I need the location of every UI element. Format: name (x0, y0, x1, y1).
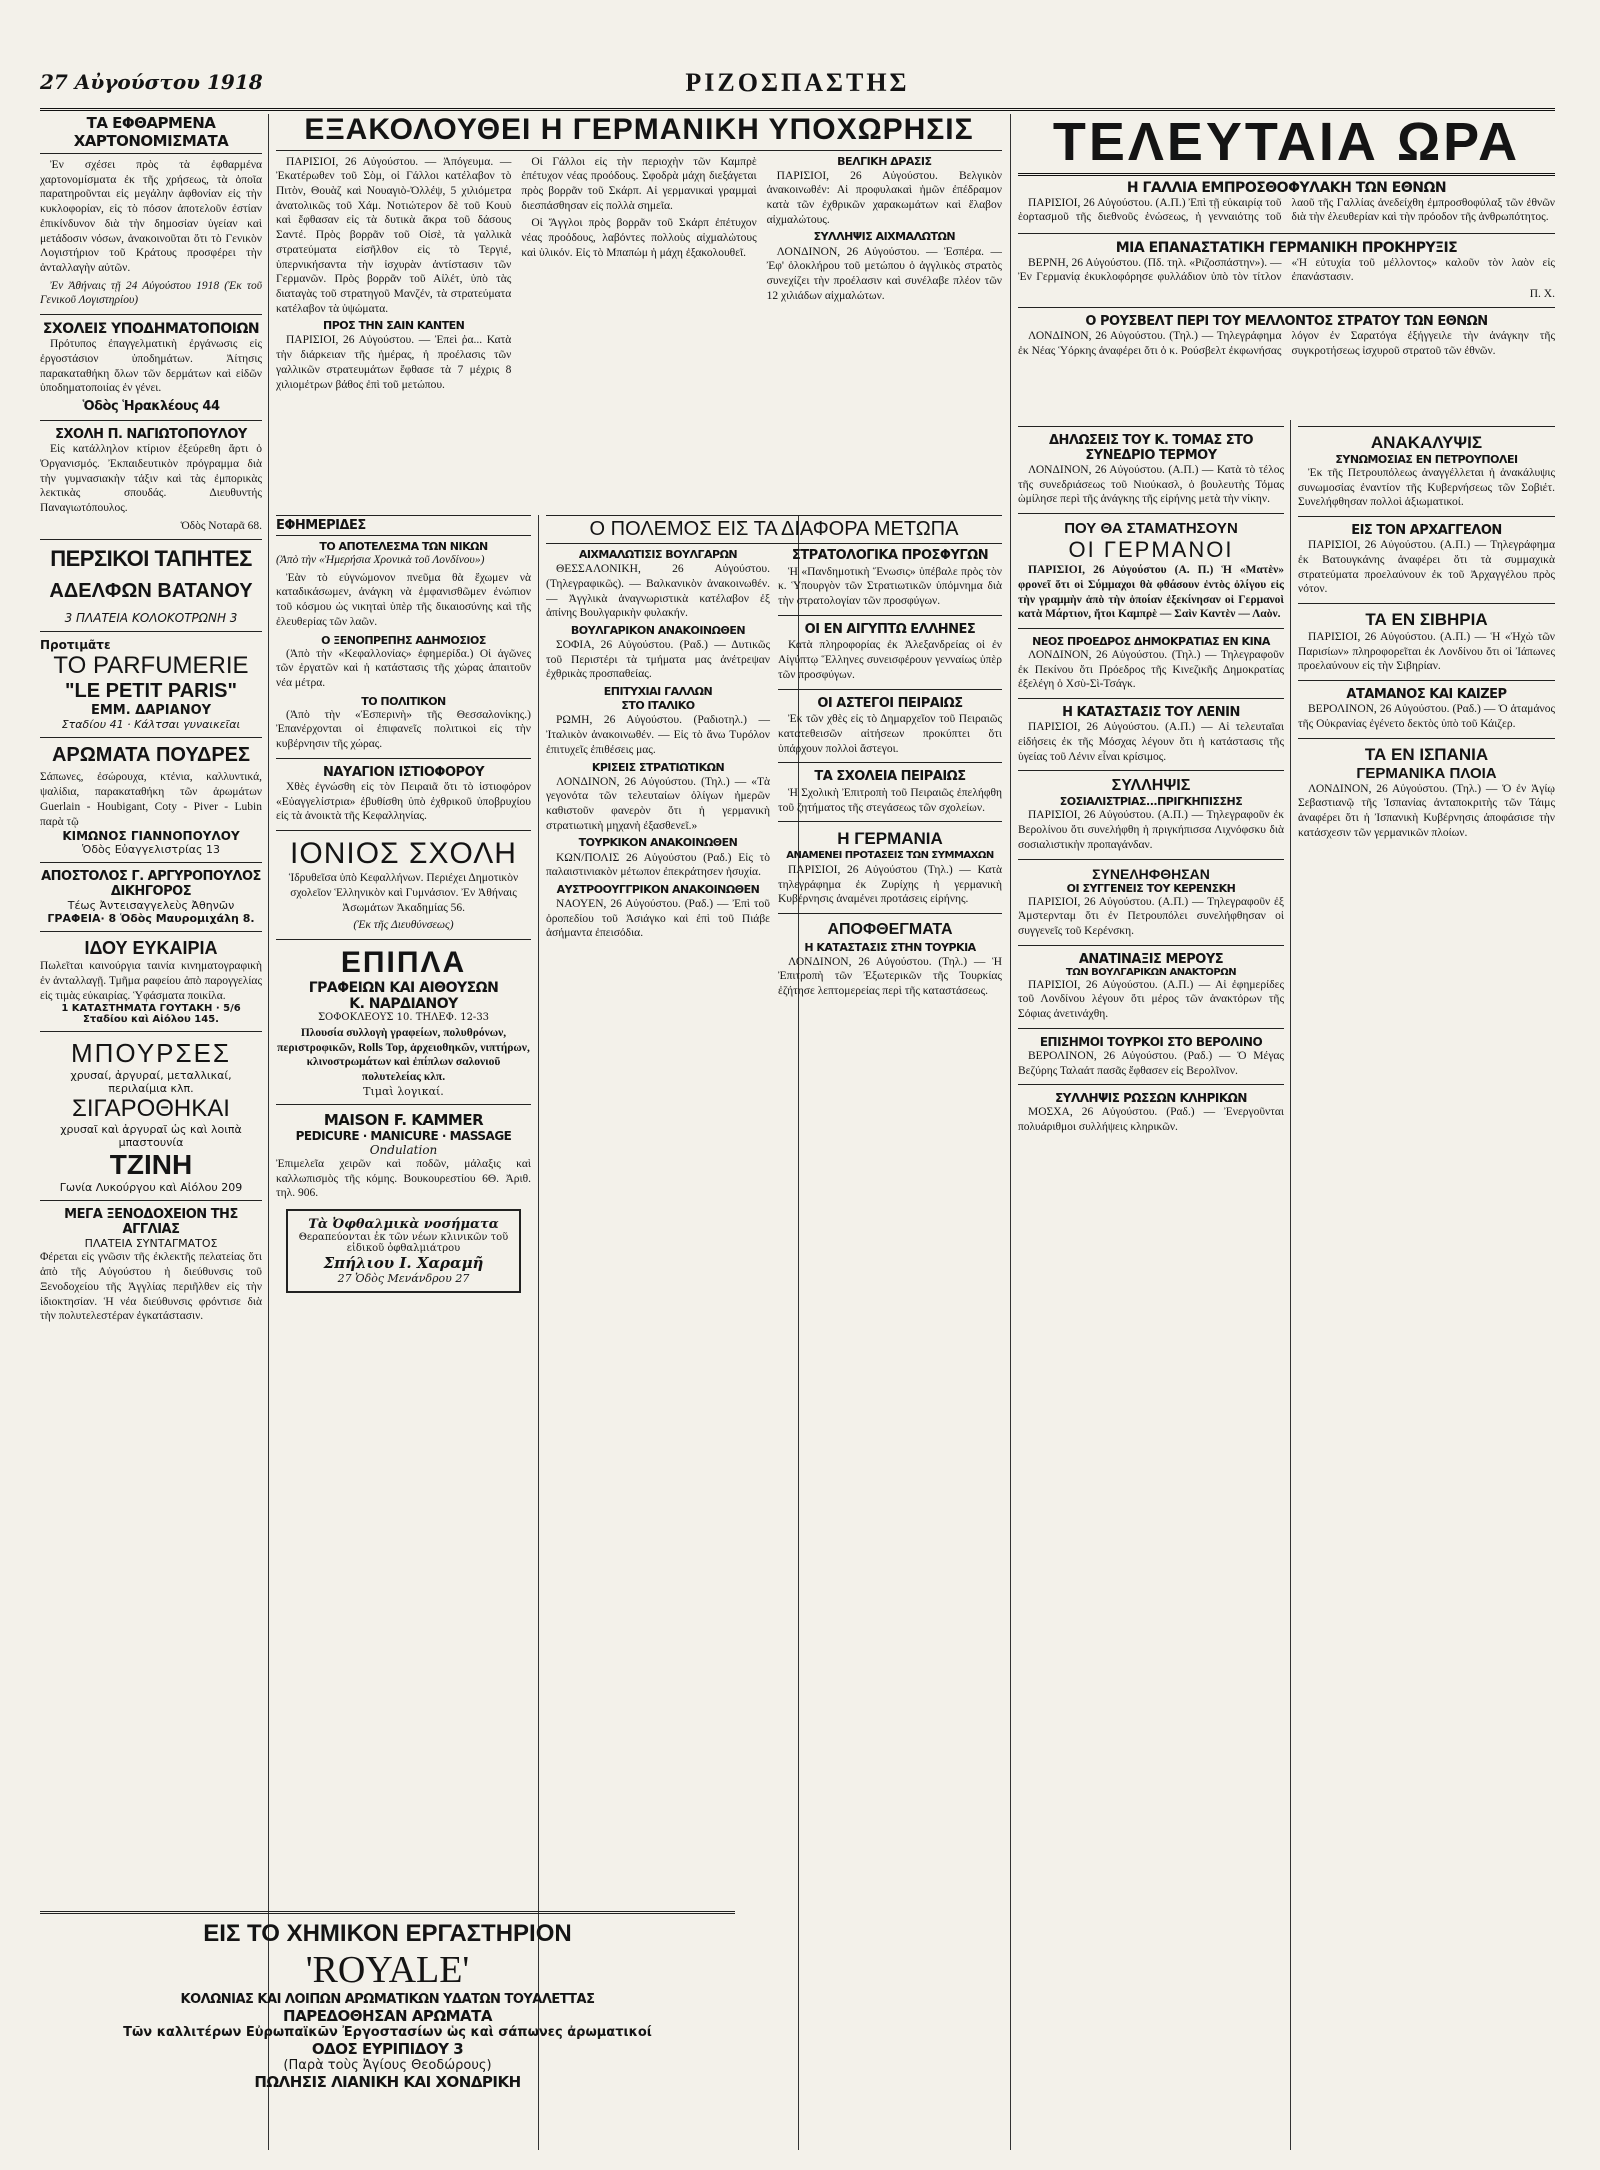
article-body: Ἐν σχέσει πρὸς τὰ ἐφθαρμένα χαρτονομίσματα ἐκ τῆς χρήσεως, τὰ ὁποῖα παρατηροῦνται εἰς μεγάλην ἀφθονίαν εἰς τὴν κυκλοφορίαν, εἰς τὸ πόσον ἀποτελοῦν ἐστίαν ἐπικίνδυνον διὰ τὴν δημοσίαν ὑγείαν καὶ μετάδοσιν νόσων, ἀνακοινοῦται ὅτι τὸ Γενικὸν Λογιστήριον τοῦ Κράτους προσφέρει τὴν ἀνταλλαγὴν αὐτῶν. Ἐν Ἀθήναις τῇ 24 Αὐγούστου 1918 (Ἐκ τοῦ Γενικοῦ Λογιστηρίου) (40, 159, 262, 307)
advertisement-perfumes: ΑΡΩΜΑΤΑ ΠΟΥΔΡΕΣ Σάπωνες, ἐσώρουχα, κτένια, καλλυντικά, ψαλίδια, παρακαταθήκη τῶν ἀρωμάτων Guerlain - Houbigant, Coty - Piver - Lubin παρὰ τῷ ΚΙΜΩΝΟΣ ΓΙΑΝΝΟΠΟΥΛΟΥ Ὁδὸς Εὐαγγελιστρίας 13 (40, 744, 262, 857)
advertisement-purses: ΜΠΟΥΡΣΕΣ χρυσαί, ἀργυραί, μεταλλικαί, περιλαίμια κλπ. ΣΙΓΑΡΟΘΗΚΑΙ χρυσαῖ καὶ ἀργυραῖ ὡς καὶ λοιπὰ μπαστουνία ΤΖΙΝΗ Γωνία Λυκούργου καὶ Αἰόλου 209 (59, 1038, 243, 1195)
school-ad-title: ΙΟΝΙΟΣ ΣΧΟΛΗ (290, 837, 517, 871)
address: Ὁδὸς Νοταρᾶ 68. (180, 519, 262, 532)
lead-story: ΕΞΑΚΟΛΟΥΘΕΙ Η ΓΕΡΜΑΝΙΚΗ ΥΠΟΧΩΡΗΣΙΣ ΠΑΡΙΣΙΟΙ, 26 Αὐγούστου. — Ἀπόγευμα. — Ἐκατέρωθεν τοῦ Σὸμ, οἱ Γάλλοι κατέλαβον τὸ Πιτὸν, Θουὰζ καὶ Νουαγιὸ-Ὀλλέψ, 5 χιλιόμετρα ἀνατολικῶς τοῦ Χάμ. Νοτιώτερον δὲ τοῦ Κουὺ καὶ ἔφθασαν εἰς τὰ δυτικὰ ἄκρα τοῦ δάσους Σαντέ. Πρὸς βορρᾶν τοῦ Οἰσὲ, τὰ γαλλικὰ στρατεύματα εἰσῆλθον εἰς τὸ Τεργιέ, ὑπερνικήσαντα τὴν ἰσχυρὰν ἀντίστασιν τῶν Γερμανῶν. Πρὸς βορρᾶν τοῦ Αἰλέτ, ὑπὸ τὰς διαταγὰς τοῦ στρατηγοῦ Μανζέν, τὰ στρατεύματα κατέλαβον τὰ ὑψώματα. ΠΡΟΣ ΤΗΝ ΣΑΙΝ ΚΑΝΤΕΝ ΠΑΡΙΣΙΟΙ, 26 Αὐγούστου. — Ἐπεὶ ῥα... Κατὰ τὴν διάρκειαν τῆς ἡμέρας, ἡ προέλασις τῶν γαλλικῶν στρατευμάτων ἔφθασε τὰ 7 μέχρις 8 χιλιομέτρων βάθος ἐπὶ τοῦ μετώπου. Οἱ Γάλλοι εἰς τὴν περιοχὴν τῶν Καμπρὲ ἐπέτυχον νέας προόδους. Σφοδρὰ μάχη διεξάγεται πρὸς βορρᾶν τοῦ Σκάρπ. Αἱ γερμανικαὶ γραμμαὶ διεσπάσθησαν εἰς πολλὰ σημεῖα. Οἱ Ἄγγλοι πρὸς βορρᾶν τοῦ Σκάρπ ἐπέτυχον νέας προόδους, λαβόντες πολλοὺς αἰχμαλώτους καὶ ὑλικόν. Εἰς τὸ Μπαπώμ ἡ μάχη ἐξακολουθεῖ. ΒΕΛΓΙΚΗ ΔΡΑΣΙΣ ΠΑΡΙΣΙΟΙ, 26 Αὐγούστου. Βελγικὸν ἀνακοινωθέν: Αἱ προφυλακαὶ ἡμῶν ἐπέδραμον κατὰ τῶν ἐχθρικῶν χαρακωμάτων καὶ ἔλαβον αἰχμαλώτους. ΣΥΛΛΗΨΙΣ ΑΙΧΜΑΛΩΤΩΝ ΛΟΝΔΙΝΟΝ, 26 Αὐγούστου. — Ἐσπέρα. — Ἐφ' ὁλοκλήρου τοῦ μετώπου ὁ ἀγγλικὸς στρατὸς συνεχίζει τὴν προέλασιν καὶ συνέλαβε πλέον τῶν 12 χιλιάδων αἰχμαλώτων. (276, 114, 1002, 391)
latest-hour-banner: ΤΕΛΕΥΤΑΙΑ ΩΡΑ (1018, 114, 1555, 176)
press-column: ΕΦΗΜΕΡΙΔΕΣ ΤΟ ΑΠΟΤΕΛΕΣΜΑ ΤΩΝ ΝΙΚΩΝ (Ἀπὸ τὴν «Ἡμερήσια Χρονικὰ τοῦ Λονδίνου») Ἐὰν τὸ εὐγνώμονον πνεῦμα θὰ ἔχωμεν νὰ καταδικάσωμεν, ἀνάγκη νὰ ἐμφανισθῶμεν ἐνώπιον τοῦ κόσμου ὡς νικηταὶ ὑπὲρ τῆς δικαιοσύνης καὶ τῆς ἐλευθερίας τῶν λαῶν. Ο ΞΕΝΟΠΡΕΠΗΣ ΑΔΗΜΟΣΙΟΣ (Ἀπὸ τὴν «Κεφαλλονίας» ἐφημερίδα.) Οἱ ἀγῶνες τῶν ἐργατῶν καὶ ἡ κατάστασις τῆς χώρας ἀπαιτοῦν νέα μέτρα. ΤΟ ΠΟΛΙΤΙΚΟΝ (Ἀπὸ τὴν «Ἐσπερινὴ» τῆς Θεσσαλονίκης.) Ἐπανέρχονται οἱ ἐπιφανεῖς πολιτικοὶ εἰς τὴν κυβέρνησιν τῆς χώρας. ΝΑΥΑΓΙΟΝ ΙΣΤΙΟΦΟΡΟΥ Χθὲς ἐγνώσθη εἰς τὸν Πειραιᾶ ὅτι τὸ ἱστιοφόρον «Εὐαγγελίστρια» ἐβυθίσθη ὑπὸ ἐχθρικοῦ ὑποβρυχίου εἰς τὰ ἀνοικτὰ τῆς Κεφαλληνίας. ΙΟΝΙΟΣ ΣΧΟΛΗ Ἱδρυθεῖσα ὑπὸ Κεφαλλήνων. Περιέχει Δημοτικὸν σχολεῖον Ἑλληνικὸν καὶ Γυμνάσιον. Ἐν Ἀθήναις Ἀσωμάτων Ἀκαδημίας 56. (Ἐκ τῆς Διευθύνσεως) ΕΠΙΠΛΑ ΓΡΑΦΕΙΩΝ ΚΑΙ ΑΙΘΟΥΣΩΝ Κ. ΝΑΡΔΙΑΝΟΥ ΣΟΦΟΚΛΕΟΥΣ 10. ΤΗΛΕΦ. 12-33 Πλουσία συλλογὴ γραφείων, πολυθρόνων, περιστροφικῶν, Rolls Top, ἀρχειοθηκῶν, νιπτήρων, κλινοστρωμάτων καὶ ἐπίπλων σαλονιοῦ πολυτελείας κλπ. Τιμαὶ λογικαί. MAISON F. KAMMER PEDICURE · MANICURE · MASSAGE Ondulation Ἐπιμελεῖα χειρῶν καὶ ποδῶν, μάλαξις καὶ καλλωπισμὸς τῆς κόμης. Βουκουρεστίου 6Θ. Ἀριθ. τηλ. 906. Τὰ Ὀφθαλμικὰ νοσήματα Θεραπεύονται ἐκ τῶν νέων κλινικῶν τοῦ εἰδικοῦ ὀφθαλμιάτρου Σπήλιου Ι. Χαραμῆ 27 Ὁδὸς Μενάνδρου 27 (276, 515, 531, 2150)
advertisement-carpets: ΠΕΡΣΙΚΟΙ ΤΑΠΗΤΕΣ ΑΔΕΛΦΩΝ ΒΑΤΑΝΟΥ 3 ΠΛΑΤΕΙΑ ΚΟΛΟΚΟΤΡΩΝΗ 3 (49, 546, 253, 626)
left-column: ΤΑ ΕΦΘΑΡΜΕΝΑ ΧΑΡΤΟΝΟΜΙΣΜΑΤΑ Ἐν σχέσει πρὸς τὰ ἐφθαρμένα χαρτονομίσματα ἐκ τῆς χρήσεως, τὰ ὁποῖα παρατηροῦνται εἰς μεγάλην ἀφθονίαν εἰς τὴν κυκλοφορίαν, εἰς τὸ πόσον ἀποτελοῦν ἐστίαν ἐπικίνδυνον διὰ τὴν δημοσίαν ὑγείαν καὶ μετάδοσιν νόσων, ἀνακοινοῦται ὅτι τὸ Γενικὸν Λογιστήριον τοῦ Κράτους προσφέρει τὴν ἀνταλλαγὴν αὐτῶν. Ἐν Ἀθήναις τῇ 24 Αὐγούστου 1918 (Ἐκ τοῦ Γενικοῦ Λογιστηρίου) ΣΧΟΛΕΙΣ ΥΠΟΔΗΜΑΤΟΠΟΙΩΝ Πρότυπος ἐπαγγελματικὴ ἐργάνωσις εἰς ἐργοστάσιον ὑποδημάτων. Ἀίτησις παρακαταθήκη ὅλων τῶν δερμάτων καὶ εἰδῶν ὑποδηματοποιίας ἐν γένει. Ὁδὸς Ἡρακλέους 44 ΣΧΟΛΗ Π. ΝΑΓΙΩΤΟΠΟΥΛΟΥ Εἰς κατάλληλον κτίριον ἐξεύρεθη ἅρτι ὁ Ὀργανισμός. Ἐκπαιδευτικὸν πρόγραμμα διὰ τὴν γυμνασιακὴν τάξιν καὶ τὰς ἐμπορικὰς λεκτικὰς σπουδάς. Διευθυντής Παναγιωτόπουλος. Ὁδὸς Νοταρᾶ 68. ΠΕΡΣΙΚΟΙ ΤΑΠΗΤΕΣ ΑΔΕΛΦΩΝ ΒΑΤΑΝΟΥ 3 ΠΛΑΤΕΙΑ ΚΟΛΟΚΟΤΡΩΝΗ 3 Προτιμᾶτε ΤΟ PARFUMERIE "LE PETIT PARIS" ΕΜΜ. ΔΑΡΙΑΝΟΥ Σταδίου 41 · Κάλτσαι γυναικεῖαι ΑΡΩΜΑΤΑ ΠΟΥΔΡΕΣ Σάπωνες, ἐσώρουχα, κτένια, καλλυντικά, ψαλίδια, παρακαταθήκη τῶν ἀρωμάτων Guerlain - Houbigant, Coty - Piver - Lubin παρὰ τῷ ΚΙΜΩΝΟΣ ΓΙΑΝΝΟΠΟΥΛΟΥ Ὁδὸς Εὐαγγελιστρίας 13 ΑΠΟΣΤΟΛΟΣ Γ. ΑΡΓΥΡΟΠΟΥΛΟΣ ΔΙΚΗΓΟΡΟΣ Τέως Ἀντεισαγγελεὺς Ἀθηνῶν ΓΡΑΦΕΙΑ· 8 Ὁδὸς Μαυρομιχάλη 8. ΙΔΟΥ ΕΥΚΑΙΡΙΑ Πωλεῖται καινούργια ταινία κινηματογραφικὴ ἐν ἀνταλλαγῇ. Τμῆμα ραφείου ἀπὸ παρογγελίας εἰς τιμὰς εὐκαιρίας. Ὑφάσματα ποικίλα. 1 ΚΑΤΑΣΤΗΜΑΤΑ ΓΟΥΤΑΚΗ · 5/6 Σταδίου καὶ Αἰόλου 145. ΜΠΟΥΡΣΕΣ χρυσαί, ἀργυραί, μεταλλικαί, περιλαίμια κλπ. ΣΙΓΑΡΟΘΗΚΑΙ χρυσαῖ καὶ ἀργυραῖ ὡς καὶ λοιπὰ μπαστουνία ΤΖΙΝΗ Γωνία Λυκούργου καὶ Αἰόλου 209 ΜΕΓΑ ΞΕΝΟΔΟΧΕΙΟΝ ΤΗΣ ΑΓΓΛΙΑΣ ΠΛΑΤΕΙΑ ΣΥΝΤΑΓΜΑΤΟΣ Φέρεται εἰς γνῶσιν τῆς ἐκλεκτῆς πελατείας ὅτι ἀπὸ τῆς Αὐγούστου ἡ διεύθυνσις τοῦ Ξενοδοχείου τῆς Ἀγγλίας περιῆλθεν εἰς τὴν ἰδιοκτησίαν. Ἡ νέα διεύθυνσις φρόντισε διὰ τὴν πολυτελεστέραν ἐγκατάστασιν. (40, 114, 262, 1323)
advertisement-hotel: ΜΕΓΑ ΞΕΝΟΔΟΧΕΙΟΝ ΤΗΣ ΑΓΓΛΙΑΣ ΠΛΑΤΕΙΑ ΣΥΝΤΑΓΜΑΤΟΣ Φέρεται εἰς γνῶσιν τῆς ἐκλεκτῆς πελατείας ὅτι ἀπὸ τῆς Αὐγούστου ἡ διεύθυνσις τοῦ Ξενοδοχείου τῆς Ἀγγλίας περιῆλθεν εἰς τὴν ἰδιοκτησίαν. Ἡ νέα διεύθυνσις φρόντισε διὰ τὴν πολυτελεστέραν ἐγκατάστασιν. (40, 1207, 262, 1323)
right-column-b: ΑΝΑΚΑΛΥΨΙΣ ΣΥΝΩΜΟΣΙΑΣ ΕΝ ΠΕΤΡΟΥΠΟΛΕΙ Ἐκ τῆς Πετρουπόλεως ἀναγγέλλεται ἡ ἀνακάλυψις συνωμοσίας ἐναντίον τῆς Κυβερνήσεως τῶν Σοβιέτ. Συνελήφθησαν πολλοὶ ἀξιωματικοί. ΕΙΣ ΤΟΝ ΑΡΧΑΓΓΕΛΟΝ ΠΑΡΙΣΙΟΙ, 26 Αὐγούστου. (Α.Π.) — Τηλεγράφημα ἐκ Βατουγκάνης ἀναφέρει ὅτι τὰ συμμαχικὰ στρατεύματα προελαύνουν ἐκ τοῦ Ἀρχαγγέλου πρὸς νότον. ΤΑ ΕΝ ΣΙΒΗΡΙΑ ΠΑΡΙΣΙΟΙ, 26 Αὐγούστου. (Α.Π.) — Ἡ «Ἠχὼ τῶν Παρισίων» πληροφορεῖται ἐκ Λονδίνου ὅτι οἱ Ἰάπωνες προελαύνουν εἰς τὴν Σιβηρίαν. ΑΤΑΜΑΝΟΣ ΚΑΙ ΚΑΙΖΕΡ ΒΕΡΟΛΙΝΟΝ, 26 Αὐγούστου. (Ραδ.) — Ὁ ἀταμάνος τῆς Οὐκρανίας ἐγένετο δεκτὸς ὑπὸ τοῦ Κάιζερ. ΤΑ ΕΝ ΙΣΠΑΝΙΑ ΓΕΡΜΑΝΙΚΑ ΠΛΟΙΑ ΛΟΝΔΙΝΟΝ, 26 Αὐγούστου. (Τηλ.) — Ὁ ἐν Ἁγίῳ Σεβαστιανῷ τῆς Ἰσπανίας ἀνταποκριτὴς τῶν Τάιμς ἀναφέρει ὅτι ἡ Ἰσπανικὴ Κυβέρνησις ἀποφάσισε τὴν κατάσχεσιν τῶν γερμανικῶν πλοίων. (1298, 420, 1555, 2150)
advertisement-bargain: ΙΔΟΥ ΕΥΚΑΙΡΙΑ Πωλεῖται καινούργια ταινία κινηματογραφικὴ ἐν ἀνταλλαγῇ. Τμῆμα ραφείου ἀπὸ παρογγελίας εἰς τιμὰς εὐκαιρίας. Ὑφάσματα ποικίλα. 1 ΚΑΤΑΣΤΗΜΑΤΑ ΓΟΥΤΑΚΗ · 5/6 Σταδίου καὶ Αἰόλου 145. (40, 938, 262, 1026)
furniture-ad-title: ΕΠΙΠΛΑ (340, 945, 467, 979)
lead-headline: ΕΞΑΚΟΛΟΥΘΕΙ Η ΓΕΡΜΑΝΙΚΗ ΥΠΟΧΩΡΗΣΙΣ (276, 114, 1002, 151)
newspaper-title: ΡΙΖΟΣΠΑΣΤΗΣ (685, 68, 910, 97)
advertisement-parfumerie: Προτιμᾶτε ΤΟ PARFUMERIE "LE PETIT PARIS" ΕΜΜ. ΔΑΡΙΑΝΟΥ Σταδίου 41 · Κάλτσαι γυναικεῖαι (40, 638, 249, 732)
column-rule (1010, 114, 1011, 2150)
masthead (40, 62, 1555, 111)
advertisement-lawyer: ΑΠΟΣΤΟΛΟΣ Γ. ΑΡΓΥΡΟΠΟΥΛΟΣ ΔΙΚΗΓΟΡΟΣ Τέως Ἀντεισαγγελεὺς Ἀθηνῶν ΓΡΑΦΕΙΑ· 8 Ὁδὸς Μαυρομιχάλη 8. (41, 869, 261, 926)
latest-news: ΤΕΛΕΥΤΑΙΑ ΩΡΑ Η ΓΑΛΛΙΑ ΕΜΠΡΟΣΘΟΦΥΛΑΚΗ ΤΩΝ ΕΘΝΩΝ ΠΑΡΙΣΙΟΙ, 26 Αὐγούστου. (Α.Π.) Ἐπὶ τῇ εὐκαιρίᾳ τοῦ ἑορτασμοῦ τῆς διεθνοῦς ἑνώσεως, ἡ γενναιότης τοῦ λαοῦ τῆς Γαλλίας ἀνεδείχθη ἐμπροσθοφύλαξ τῶν ἐθνῶν διὰ τὴν ἐλευθερίαν καὶ τὴν πρόοδον τῆς ἀνθρωπότητος. ΜΙΑ ΕΠΑΝΑΣΤΑΤΙΚΗ ΓΕΡΜΑΝΙΚΗ ΠΡΟΚΗΡΥΞΙΣ ΒΕΡΝΗ, 26 Αὐγούστου. (Πδ. τηλ. «Ριζοσπάστην»). — Ἐν Γερμανίᾳ ἐκυκλοφόρησε φυλλάδιον ὑπὸ τὸν τίτλον «Ἡ εὐτυχία τοῦ μέλλοντος» καλοῦν τὸν λαὸν εἰς ἐπανάστασιν. Π. Χ. Ο ΡΟΥΣΒΕΛΤ ΠΕΡΙ ΤΟΥ ΜΕΛΛΟΝΤΟΣ ΣΤΡΑΤΟΥ ΤΩΝ ΕΘΝΩΝ ΛΟΝΔΙΝΟΝ, 26 Αὐγούστου. (Τηλ.) — Τηλεγράφημα ἐκ Νέας Ὑόρκης ἀναφέρει ὅτι ὁ κ. Ρούσβελτ ἐκφωνήσας λόγον ἐν Σαρατόγα ἐξήγγειλε τὴν ἀνάγκην τῆς συγκροτήσεως ἰσχυροῦ στρατοῦ τῶν ἐθνῶν. (1018, 114, 1555, 357)
article-headline: ΣΧΟΛΗ Π. ΝΑΓΙΩΤΟΠΟΥΛΟΥ (55, 427, 247, 443)
right-column-a: ΔΗΛΩΣΕΙΣ ΤΟΥ Κ. ΤΟΜΑΣ ΣΤΟ ΣΥΝΕΔΡΙΟ ΤΕΡΜΟΥ ΛΟΝΔΙΝΟΝ, 26 Αὐγούστου. (Α.Π.) — Κατὰ τὸ τέλος τῆς συνεδριάσεως τοῦ Νιούκασλ, ὁ βουλευτὴς Τόμας ὡμίλησε περὶ τῆς ἀνάγκης τῆς εἰρήνης μετὰ τὴν νίκην. ΠΟΥ ΘΑ ΣΤΑΜΑΤΗΣΟΥΝ ΟΙ ΓΕΡΜΑΝΟΙ ΠΑΡΙΣΙΟΙ, 26 Αὐγούστου (Α. Π.) Ἡ «Ματὲν» φρονεῖ ὅτι οἱ Σύμμαχοι θὰ φθάσουν ἐντὸς ὀλίγου εἰς τὴν γραμμὴν ἀπὸ τὴν ὁποίαν ἐξεκίνησαν οἱ Γερμανοὶ κατὰ Μάρτιον, ἤτοι Καμπρὲ — Σαὶν Καντὲν — Λαὸν. ΝΕΟΣ ΠΡΟΕΔΡΟΣ ΔΗΜΟΚΡΑΤΙΑΣ ΕΝ ΚΙΝΑ ΛΟΝΔΙΝΟΝ, 26 Αὐγούστου. (Τηλ.) — Τηλεγραφοῦν ἐκ Πεκίνου ὅτι Πρόεδρος τῆς Κινεζικῆς Δημοκρατίας ἐξελέγη ὁ Χσὺ-Σὶ-Τσάγκ. Η ΚΑΤΑΣΤΑΣΙΣ ΤΟΥ ΛΕΝΙΝ ΠΑΡΙΣΙΟΙ, 26 Αὐγούστου. (Α.Π.) — Αἱ τελευταῖαι εἰδήσεις ἐκ τῆς Μόσχας λέγουν ὅτι ἡ κατάστασις τῆς ὑγείας τοῦ Λένιν εἶναι κρίσιμος. ΣΥΛΛΗΨΙΣ ΣΟΣΙΑΛΙΣΤΡΙΑΣ...ΠΡΙΓΚΗΠΙΣΣΗΣ ΠΑΡΙΣΙΟΙ, 26 Αὐγούστου. (Α.Π.) — Τηλεγραφοῦν ἐκ Βερολίνου ὅτι συνελήφθη ἡ πριγκήπισσα Λιχνόφσκυ διὰ σοσιαλιστικὴν προπαγάνδαν. ΣΥΝΕΛΗΦΘΗΣΑΝ ΟΙ ΣΥΓΓΕΝΕΙΣ ΤΟΥ ΚΕΡΕΝΣΚΗ ΠΑΡΙΣΙΟΙ, 26 Αὐγούστου. (Α.Π.) — Τηλεγραφοῦν ἐξ Ἀμστερνταμ ὅτι ἐν Πετρουπόλει συνελήφθησαν οἱ συγγενεῖς τοῦ Κερένσκη. ΑΝΑΤΙΝΑΞΙΣ ΜΕΡΟΥΣ ΤΩΝ ΒΟΥΛΓΑΡΙΚΩΝ ΑΝΑΚΤΟΡΩΝ ΠΑΡΙΣΙΟΙ, 26 Αὐγούστου. (Α.Π.) — Αἱ ἐφημερίδες τοῦ Λονδίνου λέγουν ὅτι μέρος τῶν ἀνακτόρων τῆς Σόφιας ἀνετινάχθη. ΕΠΙΣΗΜΟΙ ΤΟΥΡΚΟΙ ΣΤΟ ΒΕΡΟΛΙΝΟ ΒΕΡΟΛΙΝΟΝ, 26 Αὐγούστου. (Ραδ.) — Ὁ Μέγας Βεζύρης Ταλαάτ πασᾶς ἔφθασεν εἰς Βερολῖνον. ΣΥΛΛΗΨΙΣ ΡΩΣΣΩΝ ΚΛΗΡΙΚΩΝ ΜΟΣΧΑ, 26 Αὐγούστου. (Ραδ.) — Ἐνεργοῦνται πολυάριθμοι συλλήψεις κληρικῶν. (1018, 420, 1284, 2150)
ophthalmologist-ad: Τὰ Ὀφθαλμικὰ νοσήματα Θεραπεύονται ἐκ τῶν νέων κλινικῶν τοῦ εἰδικοῦ ὀφθαλμιάτρου Σπήλιου Ι. Χαραμῆ 27 Ὁδὸς Μενάνδρου 27 (286, 1209, 521, 1293)
column-rule (268, 114, 269, 2150)
article-headline: ΣΧΟΛΕΙΣ ΥΠΟΔΗΜΑΤΟΠΟΙΩΝ (42, 321, 260, 338)
address: Ὁδὸς Ἡρακλέους 44 (82, 399, 220, 415)
article-headline: ΤΑ ΕΦΘΑΡΜΕΝΑ ΧΑΡΤΟΝΟΜΙΣΜΑΤΑ (40, 114, 262, 154)
section-header: ΕΦΗΜΕΡΙΔΕΣ (276, 515, 531, 536)
royale-advertisement: ΕΙΣ ΤΟ ΧΗΜΙΚΟΝ ΕΡΓΑΣΤΗΡΙΟΝ 'ROYALE' ΚΟΛΩΝΙΑΣ ΚΑΙ ΛΟΙΠΩΝ ΑΡΩΜΑΤΙΚΩΝ ΥΔΑΤΩΝ ΤΟΥΑΛΕΤΤΑΣ ΠΑΡΕΔΟΘΗΣΑΝ ΑΡΩΜΑΤΑ Τῶν καλλιτέρων Εὐρωπαϊκῶν Ἐργοστασίων ὡς καὶ σάπωνες ἀρωματικοί ΟΔΟΣ ΕΥΡΙΠΙΔΟΥ 3 (Παρὰ τοὺς Ἁγίους Θεοδώρους) ΠΩΛΗΣΙΣ ΛΙΑΝΙΚΗ ΚΑΙ ΧΟΝΔΡΙΚΗ (40, 1905, 735, 2145)
war-fronts: Ο ΠΟΛΕΜΟΣ ΕΙΣ ΤΑ ΔΙΑΦΟΡΑ ΜΕΤΩΠΑ ΑΙΧΜΑΛΩΤΙΣΙΣ ΒΟΥΛΓΑΡΩΝ ΘΕΣΣΑΛΟΝΙΚΗ, 26 Αὐγούστου. (Τηλεγραφικῶς). — Βαλκανικὸν ἀνακοινωθέν. — Ἀγγλικὰ ἀναγνωριστικὰ κατέλαβον ἐξ ἀπίνης Βουλγαρικὴν φυλακήν. ΒΟΥΛΓΑΡΙΚΟΝ ΑΝΑΚΟΙΝΩΘΕΝ ΣΟΦΙΑ, 26 Αὐγούστου. (Ραδ.) — Δυτικῶς τοῦ Περιστέρι τὰ τμήματα μας ἀνέτρεψαν ἐχθρικὰς προσπαθείας. ΕΠΙΤΥΧΙΑΙ ΓΑΛΛΩΝ ΣΤΟ ΙΤΑΛΙΚΟ ΡΩΜΗ, 26 Αὐγούστου. (Ραδιοτηλ.) — Ἰταλικὸν ἀνακοινωθέν. — Εἰς τὸ ἄνω Τυρόλον ἐπιτυχεῖς ἐπιθέσεις μας. ΚΡΙΣΕΙΣ ΣΤΡΑΤΙΩΤΙΚΩΝ ΛΟΝΔΙΝΟΝ, 26 Αὐγούστου. (Τηλ.) — «Τὰ γεγονότα τῶν τελευταίων ὀλίγων ἡμερῶν καθιστοῦν φανερὸν ὅτι ἡ γερμανικὴ στρατιωτικὴ μηχανὴ ἐξασθενεῖ.» ΤΟΥΡΚΙΚΟΝ ΑΝΑΚΟΙΝΩΘΕΝ ΚΩΝ/ΠΟΛΙΣ 26 Αὐγούστου (Ραδ.) Εἰς τὸ παλαιστινιακὸν μέτωπον ἐπεκράτησεν ἡσυχία. ΑΥΣΤΡΟΟΥΓΓΡΙΚΟΝ ΑΝΑΚΟΙΝΩΘΕΝ ΝΑΟΥΕΝ, 26 Αὐγούστου. (Ραδ.) — Ἐπὶ τοῦ ὀροπεδίου τοῦ Ἀσιάγκο καὶ ἐπὶ τοῦ Πιάβε ἀσήμαντα ἐπεισόδια. ΣΤΡΑΤΟΛΟΓΙΚΑ ΠΡΟΣΦΥΓΩΝ Ἡ «Πανδημοτικὴ Ἕνωσις» ὑπέβαλε πρὸς τὸν κ. Ὑπουργὸν τῶν Στρατιωτικῶν ὑπόμνημα διὰ τὴν στρατολογίαν τῶν προσφύγων. ΟΙ ΕΝ ΑΙΓΥΠΤΩ ΕΛΛΗΝΕΣ Κατὰ πληροφορίας ἐκ Ἀλεξανδρείας οἱ ἐν Αἰγύπτῳ Ἕλληνες συνεισφέρουν γενναίως ὑπὲρ τῶν προσφύγων. ΟΙ ΑΣΤΕΓΟΙ ΠΕΙΡΑΙΩΣ Ἐκ τῶν χθὲς εἰς τὸ Δημαρχεῖον τοῦ Πειραιῶς κατατεθεισῶν αἰτήσεων προκύπτει ὅτι ὑπάρχουν πολλοὶ ἄστεγοι. ΤΑ ΣΧΟΛΕΙΑ ΠΕΙΡΑΙΩΣ Ἡ Σχολικὴ Ἐπιτροπὴ τοῦ Πειραιῶς ἐπελήφθη τοῦ ζητήματος τῆς στεγάσεως τῶν σχολείων. Η ΓΕΡΜΑΝΙΑ ΑΝΑΜΕΝΕΙ ΠΡΟΤΑΣΕΙΣ ΤΩΝ ΣΥΜΜΑΧΩΝ ΠΑΡΙΣΙΟΙ, 26 Αὐγούστου (Τηλ.) — Κατὰ τηλεγράφημα ἐκ Ζυρίχης ἡ γερμανικὴ Κυβέρνησις ἀναμένει προτάσεις εἰρήνης. ΑΠΟΦΘΕΓΜΑΤΑ Η ΚΑΤΑΣΤΑΣΙΣ ΣΤΗΝ ΤΟΥΡΚΙΑ ΛΟΝΔΙΝΟΝ, 26 Αὐγούστου. (Τηλ.) — Ἡ Ἐπιτροπὴ τῶν Ἐξωτερικῶν τῆς Τουρκίας ἐζήτησε λεπτομερείας περὶ τῆς καταστάσεως. (546, 515, 1002, 2150)
war-headline: Ο ΠΟΛΕΜΟΣ ΕΙΣ ΤΑ ΔΙΑΦΟΡΑ ΜΕΤΩΠΑ (546, 515, 1002, 544)
issue-date: 27 Αὐγούστου 1918 (40, 70, 263, 94)
column-rule (1290, 420, 1291, 2150)
